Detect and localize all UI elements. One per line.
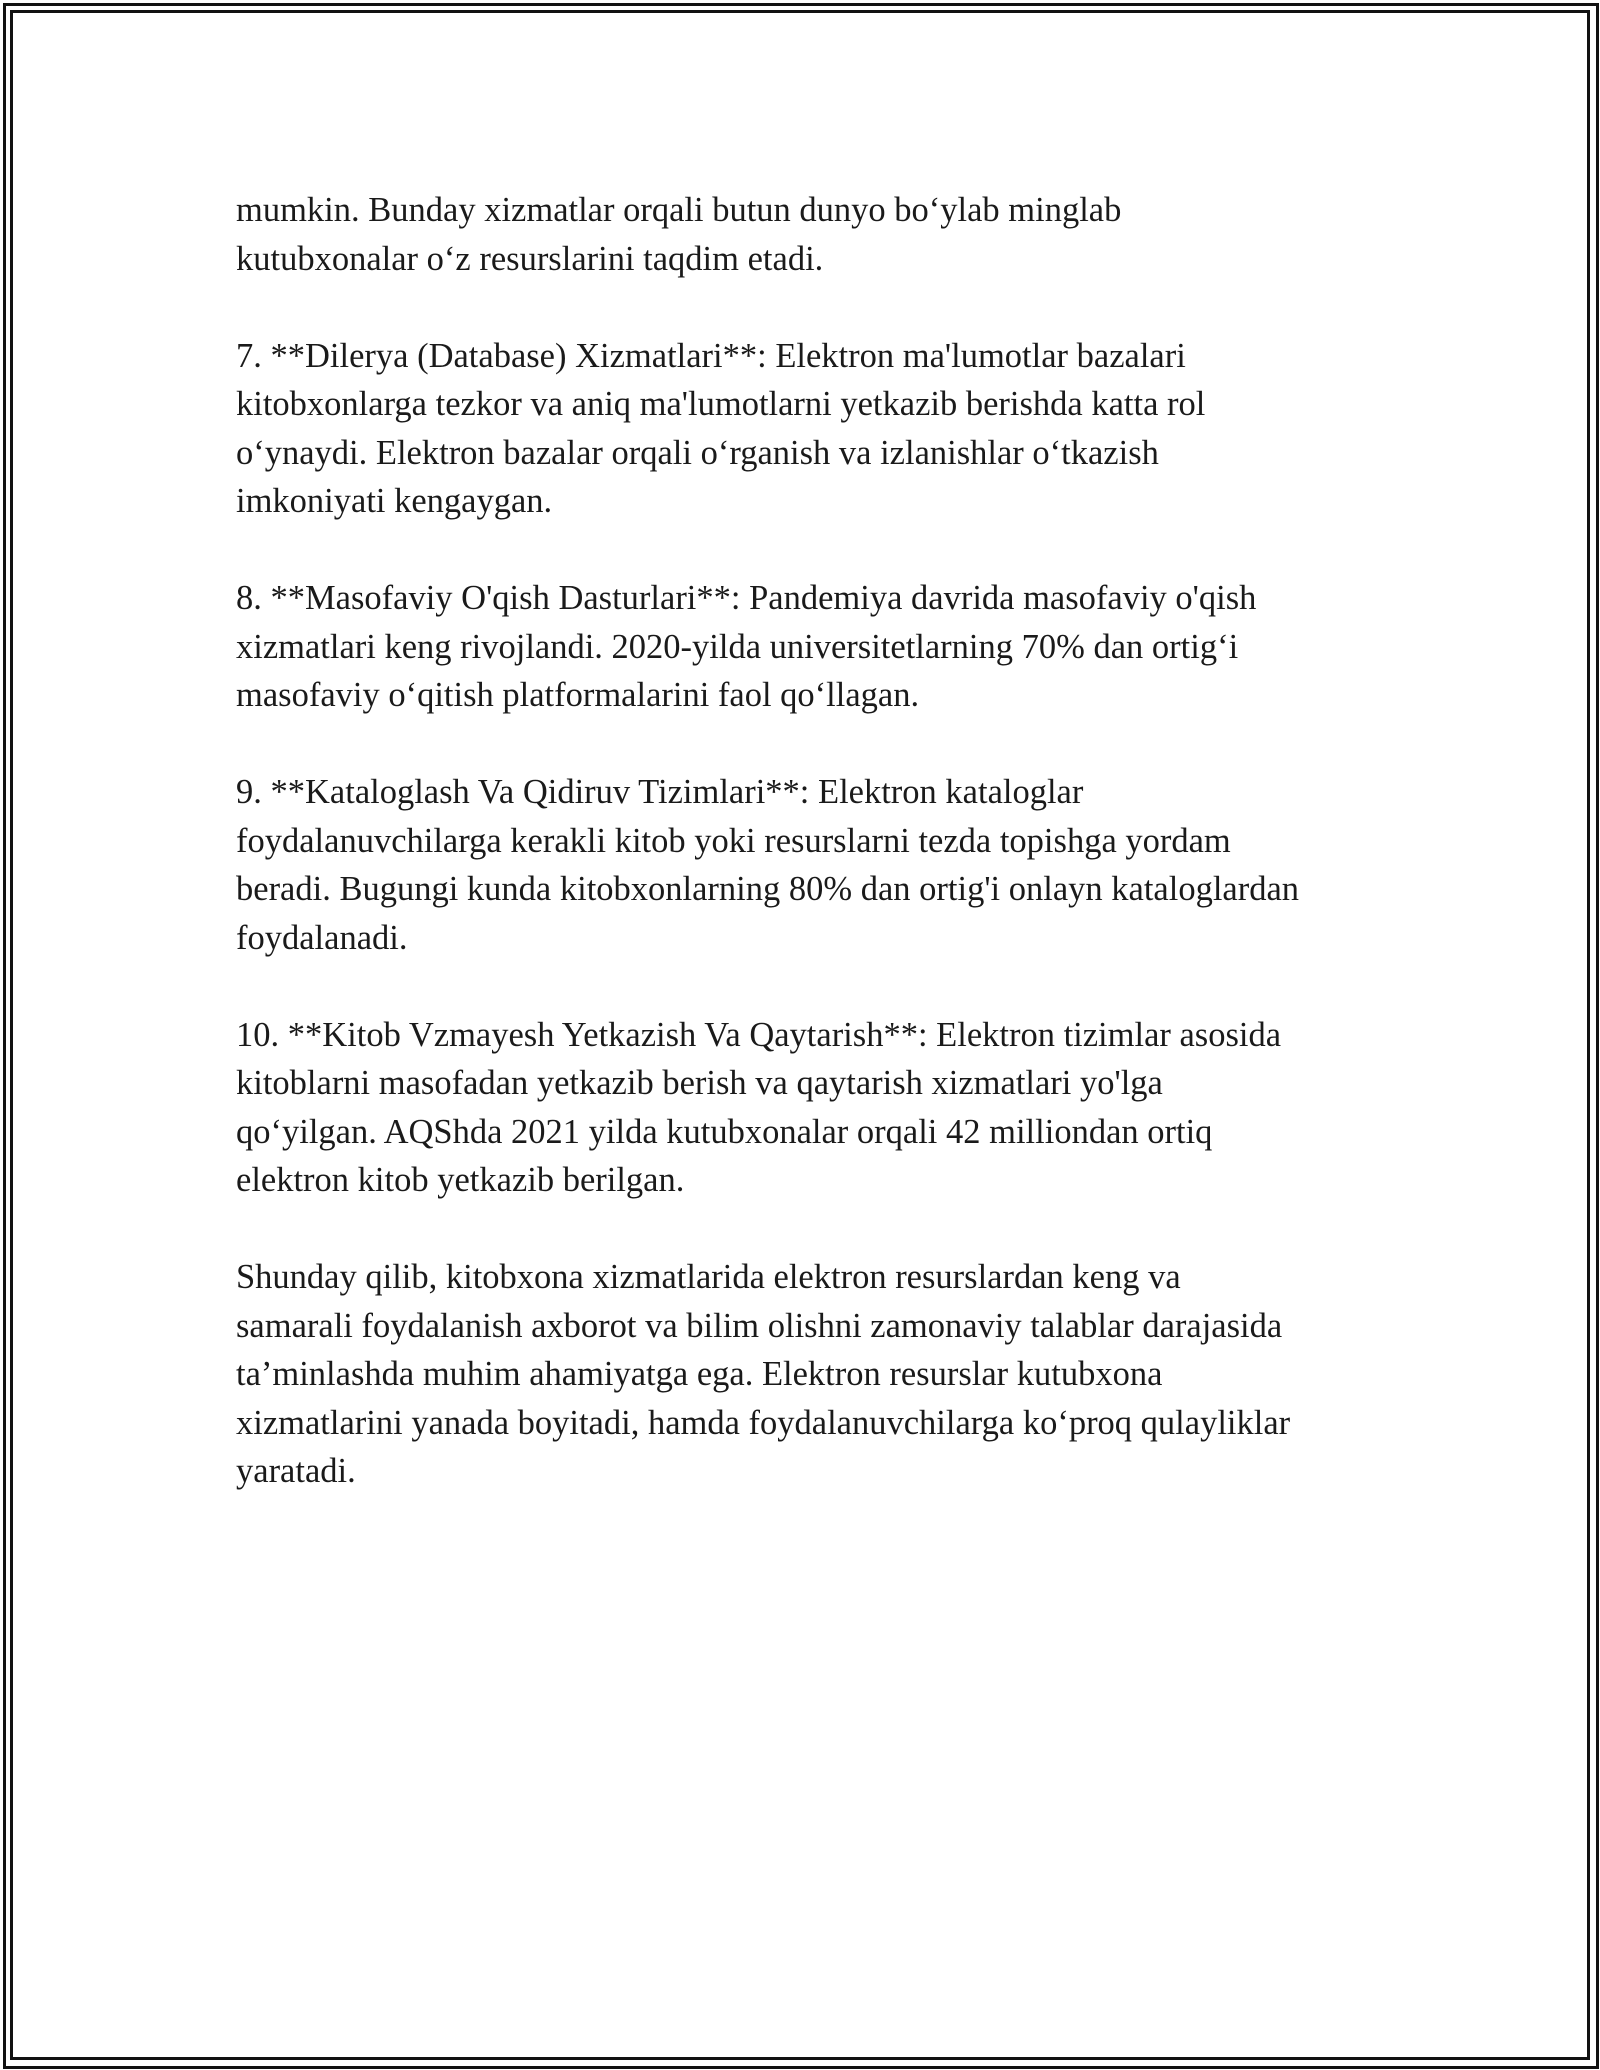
paragraph-item-9-cataloging-search: 9. **Kataloglash Va Qidiruv Tizimlari**: Elektron kataloglar foydalanuvchilarga kerakli kitob yoki resurslarni tezda topishga yordam beradi. Bugungi kunda kitobxonlarning 80% dan ortig'i onlayn kataloglardan foydalanadi.	[236, 773, 1300, 957]
paragraph-item-7-database-services: 7. **Dilerya (Database) Xizmatlari**: Elektron ma'lumotlar bazalari kitobxonlarga tezkor va aniq ma'lumotlarni yetkazib berishda katta rol o‘ynaydi. Elektron bazalar orqali o‘rganish va izlanishlar o‘tkazish imkoniyati kengaygan.	[236, 336, 1206, 520]
paragraph-conclusion: Shunday qilib, kitobxona xizmatlarida elektron resurslardan keng va samarali foydalanish axborot va bilim olishni zamonaviy talablar darajasida ta’minlashda muhim ahamiyatga ega. Elektron resurslar kutubxona xizmatlarini yanada boyitadi, hamda foydalanuvchilarga ko‘proq qulayliklar yaratadi.	[236, 1258, 1291, 1490]
paragraph-item-10-book-delivery: 10. **Kitob Vzmayesh Yetkazish Va Qaytarish**: Elektron tizimlar asosida kitoblarni masofadan yetkazib berish va qaytarish xizmatlari yo'lga qo‘yilgan. AQShda 2021 yilda kutubxonalar orqali 42 milliondan ortiq elektron kitob yetkazib berilgan.	[236, 1015, 1282, 1199]
paragraph-item-8-distance-reading: 8. **Masofaviy O'qish Dasturlari**: Pandemiya davrida masofaviy o'qish xizmatlari keng rivojlandi. 2020-yilda universitetlarning 70% dan ortig‘i masofaviy o‘qitish platformalarini faol qo‘llagan.	[236, 579, 1257, 714]
paragraph-continuation: mumkin. Bunday xizmatlar orqali butun dunyo bo‘ylab minglab kutubxonalar o‘z resurslarini taqdim etadi.	[236, 191, 1122, 278]
document-body	[236, 186, 1376, 1544]
